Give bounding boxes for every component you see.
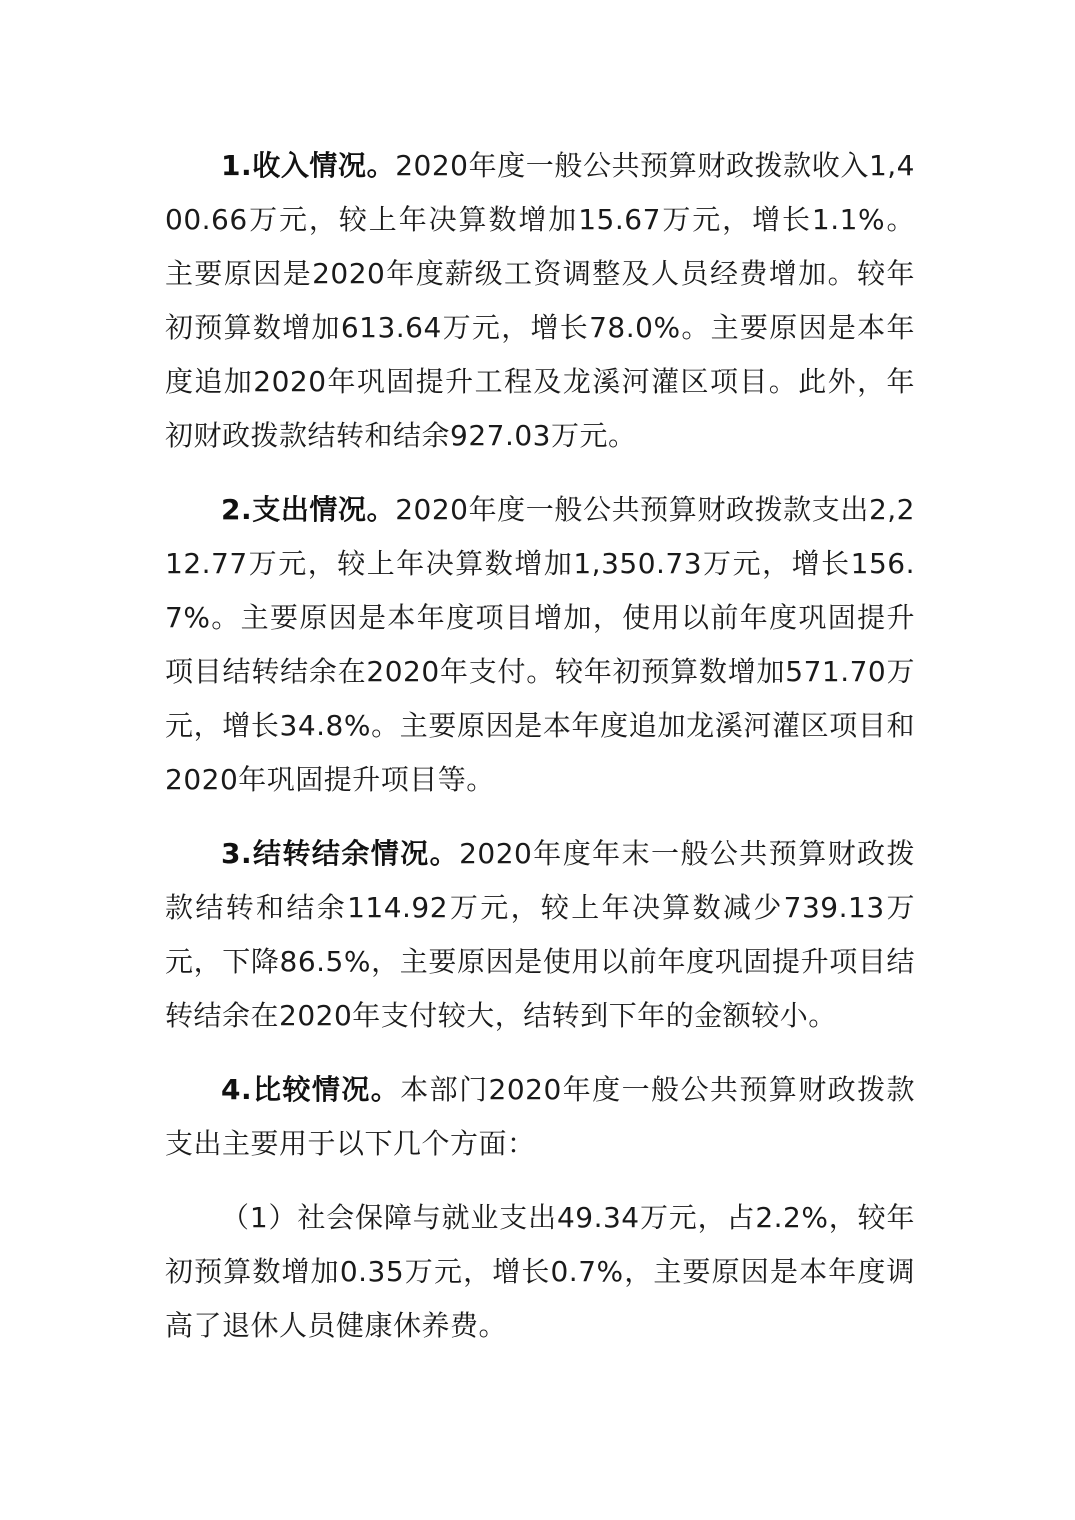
paragraph-income [165,139,915,463]
heading-carryover: 3.结转结余情况。 [221,837,460,870]
carryover-text: 2020年度年末一般公共预算财政拨款结转和结余114.92万元，较上年决算数减少739.13万元，下降86.5%，主要原因是使用以前年度巩固提升项目结转结余在2020年支付较大，结转到下年的金额较小。 [165,837,915,1032]
paragraph-carryover [165,827,915,1043]
document-body [165,139,915,1353]
comparison-text: 本部门2020年度一般公共预算财政拨款支出主要用于以下几个方面： [165,1073,916,1160]
heading-expenditure: 2.支出情况。 [221,493,396,526]
heading-comparison: 4.比较情况。 [221,1073,401,1106]
expenditure-text: 2020年度一般公共预算财政拨款支出2,212.77万元，较上年决算数增加1,350.73万元，增长156.7%。主要原因是本年度项目增加，使用以前年度巩固提升项目结转结余在2020年支付。较年初预算数增加571.70万元，增长34.8%。主要原因是本年度追加龙溪河灌区项目和2020年巩固提升项目等。 [165,493,915,796]
paragraph-social-security [165,1191,915,1353]
income-text: 2020年度一般公共预算财政拨款收入1,400.66万元，较上年决算数增加15.67万元，增长1.1%。主要原因是2020年度薪级工资调整及人员经费增加。较年初预算数增加613.64万元，增长78.0%。主要原因是本年度追加2020年巩固提升工程及龙溪河灌区项目。此外，年初财政拨款结转和结余927.03万元。 [165,149,915,452]
heading-income: 1.收入情况。 [221,149,396,182]
paragraph-comparison [165,1063,915,1171]
social-security-text: （1）社会保障与就业支出49.34万元，占2.2%，较年初预算数增加0.35万元，增长0.7%，主要原因是本年度调高了退休人员健康休养费。 [165,1201,915,1342]
paragraph-expenditure [165,483,915,807]
